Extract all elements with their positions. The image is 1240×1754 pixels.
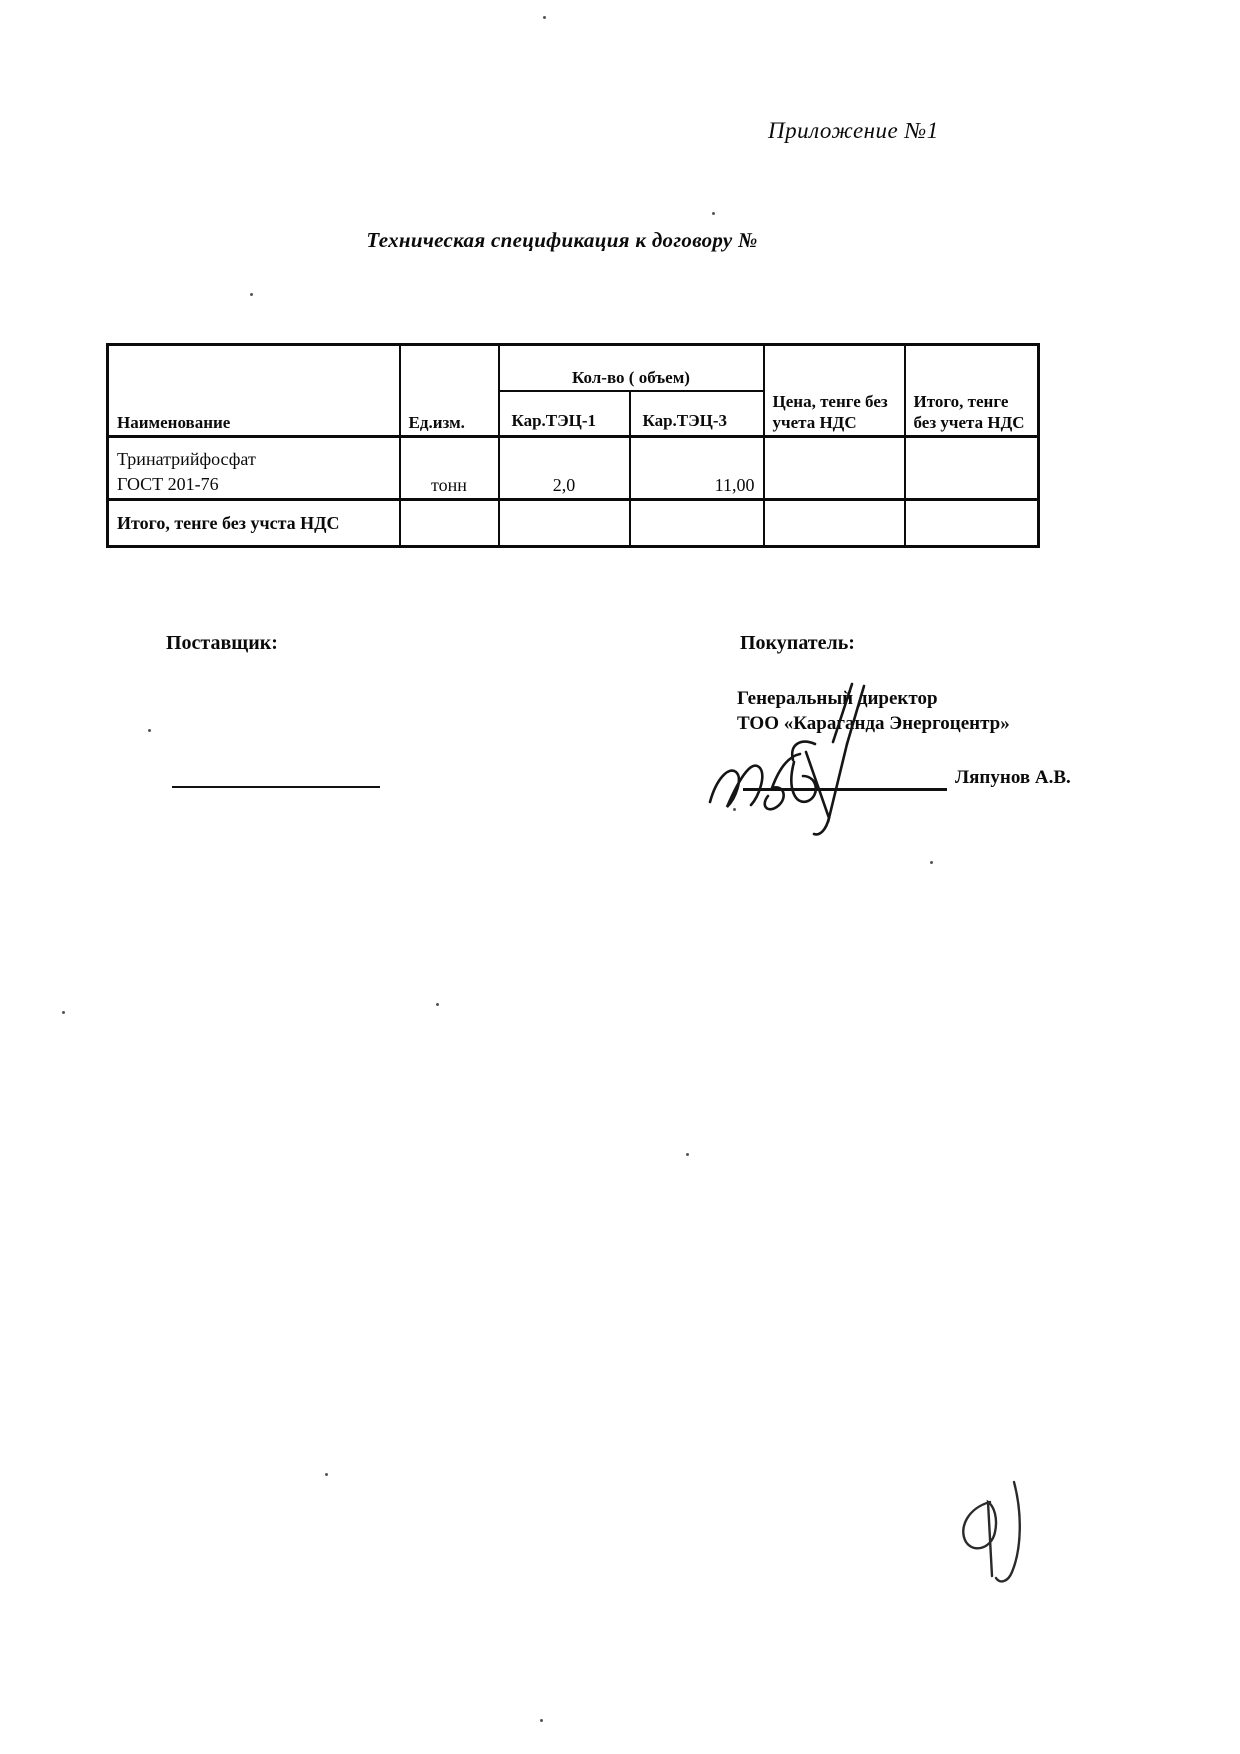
buyer-company: ТОО «Караганда Энергоцентр» xyxy=(737,713,1010,734)
scan-speck xyxy=(733,808,736,811)
table-total-row xyxy=(108,500,1039,547)
cell-total xyxy=(905,437,1039,500)
scan-speck xyxy=(686,1153,689,1156)
scan-speck xyxy=(325,1473,328,1476)
cell-total-label: Итого, тенге без учста НДС xyxy=(108,500,400,547)
scan-speck xyxy=(148,729,151,732)
scan-speck xyxy=(930,861,933,864)
buyer-name: Ляпунов А.В. xyxy=(955,767,1071,788)
cell-total-empty-2 xyxy=(499,500,630,547)
scan-speck xyxy=(712,212,715,215)
cell-qty-tec1: 2,0 xyxy=(499,437,630,500)
scan-speck xyxy=(62,1011,65,1014)
cell-total-empty-4 xyxy=(764,500,905,547)
specification-table xyxy=(106,343,1040,548)
supplier-label: Поставщик: xyxy=(166,632,278,654)
cell-unit: тонн xyxy=(400,437,499,500)
supplier-signature-line xyxy=(172,786,380,788)
cell-total-empty-5 xyxy=(905,500,1039,547)
buyer-label: Покупатель: xyxy=(740,632,855,654)
cell-total-empty-1 xyxy=(400,500,499,547)
col-header-name: Наименование xyxy=(108,345,400,437)
col-header-tec3: Кар.ТЭЦ-3 xyxy=(630,391,764,437)
cell-item-name xyxy=(108,437,400,500)
col-header-total: Итого, тенге без учета НДС xyxy=(905,345,1039,437)
scan-speck xyxy=(436,1003,439,1006)
item-name-line2: ГОСТ 201-76 xyxy=(117,473,219,494)
document-title: Техническая спецификация к договору № xyxy=(366,228,758,252)
scan-speck xyxy=(250,293,253,296)
col-header-unit: Ед.изм. xyxy=(400,345,499,437)
scan-speck xyxy=(543,16,546,19)
col-header-price: Цена, тенге без учета НДС xyxy=(764,345,905,437)
appendix-annotation: Приложение №1 xyxy=(768,118,939,143)
buyer-position: Генеральный директор xyxy=(737,688,938,709)
cell-total-empty-3 xyxy=(630,500,764,547)
col-header-tec1: Кар.ТЭЦ-1 xyxy=(499,391,630,437)
scan-speck xyxy=(540,1719,543,1722)
item-name-line1: Тринатрийфосфат xyxy=(117,449,256,470)
table-row xyxy=(108,437,1039,500)
pen-mark-icon xyxy=(963,1482,1020,1581)
cell-qty-tec3: 11,00 xyxy=(630,437,764,500)
col-header-quantity-group: Кол-во ( объем) xyxy=(499,345,764,392)
table-header-row xyxy=(108,345,1039,392)
buyer-signature-line xyxy=(743,788,947,791)
cell-price xyxy=(764,437,905,500)
